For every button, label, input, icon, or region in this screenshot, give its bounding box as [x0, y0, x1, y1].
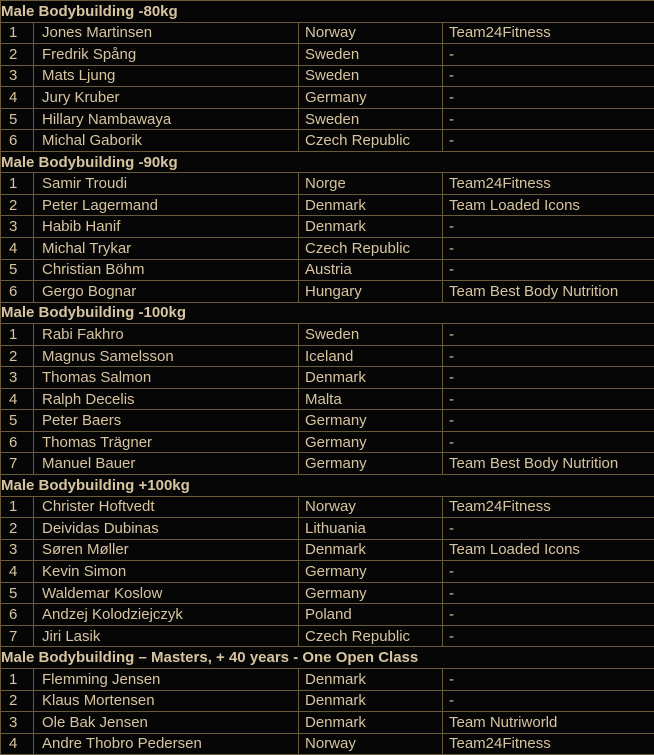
athlete-name-cell: Søren Møller: [34, 539, 299, 561]
country-cell: Hungary: [299, 281, 443, 303]
athlete-name-cell: Christer Hoftvedt: [34, 496, 299, 518]
table-row: [1, 367, 654, 389]
table-row: [1, 431, 654, 453]
rank-cell: 6: [1, 431, 34, 453]
athlete-name-cell: Michal Trykar: [34, 238, 299, 260]
rank-cell: 4: [1, 733, 34, 755]
team-cell: Team Loaded Icons: [443, 539, 654, 561]
country-cell: Norge: [299, 173, 443, 195]
table-row: [1, 87, 654, 109]
rank-cell: 7: [1, 625, 34, 647]
athlete-name-cell: Gergo Bognar: [34, 281, 299, 303]
team-cell: Team Best Body Nutrition: [443, 453, 654, 475]
country-cell: Denmark: [299, 712, 443, 734]
athlete-name-cell: Peter Lagermand: [34, 194, 299, 216]
athlete-name-cell: Rabi Fakhro: [34, 324, 299, 346]
table-row: [1, 625, 654, 647]
country-cell: Czech Republic: [299, 130, 443, 152]
country-cell: Czech Republic: [299, 625, 443, 647]
table-row: [1, 65, 654, 87]
team-cell: -: [443, 44, 654, 66]
country-cell: Poland: [299, 604, 443, 626]
table-row: [1, 345, 654, 367]
athlete-name-cell: Manuel Bauer: [34, 453, 299, 475]
rank-cell: 4: [1, 388, 34, 410]
team-cell: -: [443, 431, 654, 453]
team-cell: -: [443, 690, 654, 712]
team-cell: -: [443, 604, 654, 626]
rank-cell: 2: [1, 345, 34, 367]
category-header-row: [1, 475, 654, 497]
category-header-row: [1, 302, 654, 324]
category-title: Male Bodybuilding – Masters, + 40 years - One Open Class: [1, 647, 654, 669]
rank-cell: 5: [1, 259, 34, 281]
country-cell: Germany: [299, 410, 443, 432]
athlete-name-cell: Ole Bak Jensen: [34, 712, 299, 734]
team-cell: -: [443, 65, 654, 87]
team-cell: -: [443, 367, 654, 389]
athlete-name-cell: Fredrik Spång: [34, 44, 299, 66]
table-row: [1, 281, 654, 303]
rank-cell: 3: [1, 712, 34, 734]
table-row: [1, 518, 654, 540]
table-row: [1, 194, 654, 216]
athlete-name-cell: Andzej Kolodziejczyk: [34, 604, 299, 626]
table-row: [1, 259, 654, 281]
athlete-name-cell: Hillary Nambawaya: [34, 108, 299, 130]
athlete-name-cell: Ralph Decelis: [34, 388, 299, 410]
team-cell: -: [443, 238, 654, 260]
country-cell: Austria: [299, 259, 443, 281]
athlete-name-cell: Christian Böhm: [34, 259, 299, 281]
country-cell: Norway: [299, 733, 443, 755]
country-cell: Denmark: [299, 367, 443, 389]
team-cell: Team24Fitness: [443, 733, 654, 755]
rank-cell: 4: [1, 87, 34, 109]
table-row: [1, 453, 654, 475]
team-cell: -: [443, 410, 654, 432]
table-row: [1, 582, 654, 604]
country-cell: Denmark: [299, 690, 443, 712]
team-cell: -: [443, 388, 654, 410]
rank-cell: 3: [1, 367, 34, 389]
athlete-name-cell: Peter Baers: [34, 410, 299, 432]
country-cell: Norway: [299, 22, 443, 44]
rank-cell: 6: [1, 130, 34, 152]
rank-cell: 1: [1, 496, 34, 518]
table-row: [1, 108, 654, 130]
table-row: [1, 388, 654, 410]
rank-cell: 1: [1, 324, 34, 346]
team-cell: Team24Fitness: [443, 22, 654, 44]
team-cell: -: [443, 108, 654, 130]
table-row: [1, 712, 654, 734]
country-cell: Malta: [299, 388, 443, 410]
team-cell: Team24Fitness: [443, 173, 654, 195]
athlete-name-cell: Klaus Mortensen: [34, 690, 299, 712]
rank-cell: 6: [1, 604, 34, 626]
country-cell: Germany: [299, 87, 443, 109]
athlete-name-cell: Deividas Dubinas: [34, 518, 299, 540]
table-row: [1, 690, 654, 712]
rank-cell: 4: [1, 561, 34, 583]
team-cell: -: [443, 324, 654, 346]
team-cell: -: [443, 259, 654, 281]
country-cell: Czech Republic: [299, 238, 443, 260]
category-title: Male Bodybuilding -80kg: [1, 1, 654, 23]
rank-cell: 1: [1, 668, 34, 690]
table-row: [1, 173, 654, 195]
table-row: [1, 324, 654, 346]
rank-cell: 3: [1, 216, 34, 238]
rank-cell: 6: [1, 281, 34, 303]
country-cell: Germany: [299, 453, 443, 475]
athlete-name-cell: Flemming Jensen: [34, 668, 299, 690]
athlete-name-cell: Andre Thobro Pedersen: [34, 733, 299, 755]
team-cell: Team24Fitness: [443, 496, 654, 518]
team-cell: Team Best Body Nutrition: [443, 281, 654, 303]
country-cell: Denmark: [299, 216, 443, 238]
athlete-name-cell: Jiri Lasik: [34, 625, 299, 647]
athlete-name-cell: Michal Gaborik: [34, 130, 299, 152]
team-cell: -: [443, 668, 654, 690]
country-cell: Norway: [299, 496, 443, 518]
country-cell: Denmark: [299, 194, 443, 216]
table-row: [1, 604, 654, 626]
category-title: Male Bodybuilding +100kg: [1, 475, 654, 497]
team-cell: Team Nutriworld: [443, 712, 654, 734]
rank-cell: 2: [1, 518, 34, 540]
athlete-name-cell: Jury Kruber: [34, 87, 299, 109]
country-cell: Denmark: [299, 668, 443, 690]
team-cell: -: [443, 582, 654, 604]
table-row: [1, 44, 654, 66]
country-cell: Sweden: [299, 108, 443, 130]
results-body: [1, 1, 654, 755]
table-row: [1, 539, 654, 561]
team-cell: -: [443, 216, 654, 238]
athlete-name-cell: Waldemar Koslow: [34, 582, 299, 604]
rank-cell: 2: [1, 194, 34, 216]
table-row: [1, 561, 654, 583]
team-cell: -: [443, 625, 654, 647]
table-row: [1, 22, 654, 44]
rank-cell: 1: [1, 173, 34, 195]
athlete-name-cell: Samir Troudi: [34, 173, 299, 195]
category-header-row: [1, 151, 654, 173]
table-row: [1, 238, 654, 260]
athlete-name-cell: Mats Ljung: [34, 65, 299, 87]
athlete-name-cell: Thomas Trägner: [34, 431, 299, 453]
category-title: Male Bodybuilding -100kg: [1, 302, 654, 324]
country-cell: Sweden: [299, 65, 443, 87]
team-cell: -: [443, 130, 654, 152]
country-cell: Sweden: [299, 324, 443, 346]
athlete-name-cell: Thomas Salmon: [34, 367, 299, 389]
country-cell: Lithuania: [299, 518, 443, 540]
athlete-name-cell: Habib Hanif: [34, 216, 299, 238]
table-row: [1, 733, 654, 755]
rank-cell: 5: [1, 582, 34, 604]
country-cell: Germany: [299, 582, 443, 604]
table-row: [1, 496, 654, 518]
country-cell: Germany: [299, 561, 443, 583]
athlete-name-cell: Magnus Samelsson: [34, 345, 299, 367]
team-cell: Team Loaded Icons: [443, 194, 654, 216]
athlete-name-cell: Jones Martinsen: [34, 22, 299, 44]
country-cell: Germany: [299, 431, 443, 453]
table-row: [1, 216, 654, 238]
team-cell: -: [443, 345, 654, 367]
country-cell: Denmark: [299, 539, 443, 561]
category-title: Male Bodybuilding -90kg: [1, 151, 654, 173]
team-cell: -: [443, 518, 654, 540]
rank-cell: 7: [1, 453, 34, 475]
country-cell: Iceland: [299, 345, 443, 367]
rank-cell: 2: [1, 690, 34, 712]
athlete-name-cell: Kevin Simon: [34, 561, 299, 583]
rank-cell: 1: [1, 22, 34, 44]
team-cell: -: [443, 87, 654, 109]
rank-cell: 2: [1, 44, 34, 66]
rank-cell: 3: [1, 539, 34, 561]
table-row: [1, 130, 654, 152]
rank-cell: 4: [1, 238, 34, 260]
rank-cell: 5: [1, 108, 34, 130]
table-row: [1, 668, 654, 690]
team-cell: -: [443, 561, 654, 583]
category-header-row: [1, 647, 654, 669]
rank-cell: 5: [1, 410, 34, 432]
rank-cell: 3: [1, 65, 34, 87]
country-cell: Sweden: [299, 44, 443, 66]
category-header-row: [1, 1, 654, 23]
table-row: [1, 410, 654, 432]
